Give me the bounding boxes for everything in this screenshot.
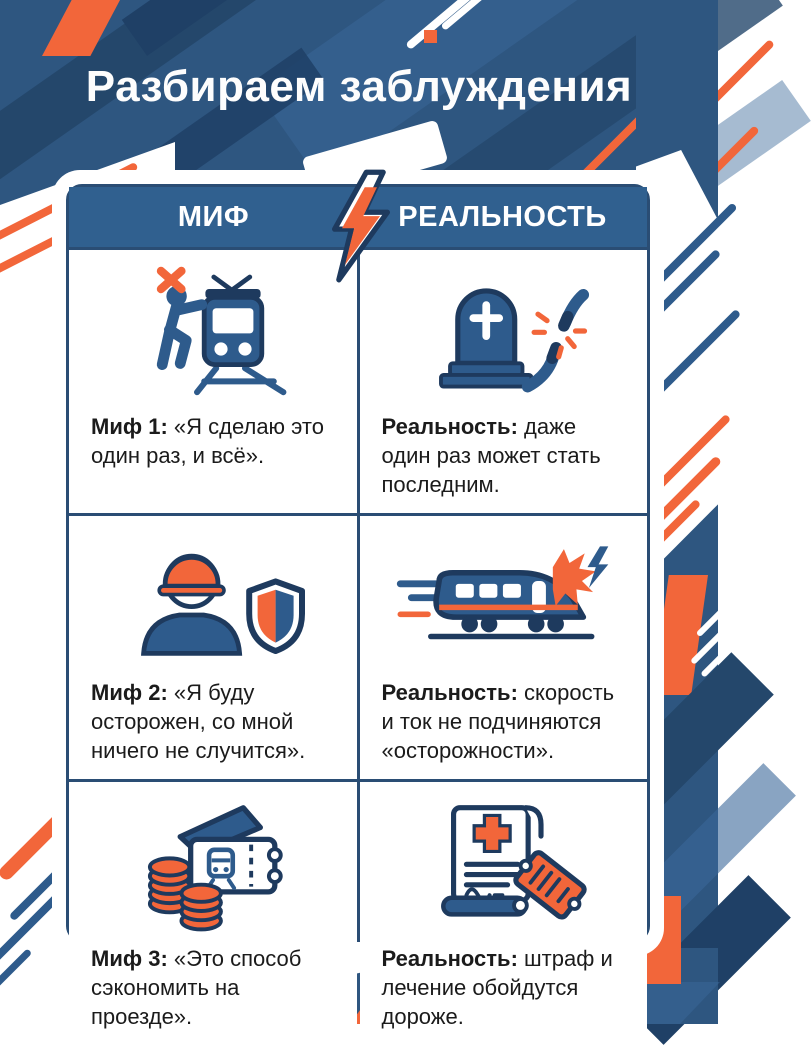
reality-column-header: РЕАЛЬНОСТЬ xyxy=(398,200,607,233)
reality-cell-2 xyxy=(360,516,648,779)
reality-cell-3 xyxy=(360,782,648,1045)
myth-cell-1 xyxy=(69,250,357,513)
myth-cell-2 xyxy=(69,516,357,779)
reality-text-1: Реальность: даже один раз может стать последним. xyxy=(381,414,601,498)
medical-bill-fine-ticket-icon xyxy=(382,790,630,936)
speeding-train-electric-icon xyxy=(382,524,630,670)
myth-reality-card xyxy=(52,170,664,1030)
myth-text-3: Миф 3: «Это способ сэкономить на проезде». xyxy=(91,946,302,1030)
myth-cell-3 xyxy=(69,782,357,1045)
reality-text-2: Реальность: скорость и ток не подчиняются «осторожности». xyxy=(381,680,615,764)
bg-shape xyxy=(424,30,437,43)
train-ticket-coins-icon xyxy=(91,790,339,936)
lightning-bolt-icon xyxy=(324,168,398,284)
reality-text-3: Реальность: штраф и лечение обойдутся дороже. xyxy=(381,946,613,1030)
myth-text-2: Миф 2: «Я буду осторожен, со мной ничего не случится». xyxy=(91,680,306,764)
reality-cell-1 xyxy=(360,250,648,513)
tombstone-broken-wire-icon xyxy=(382,258,630,404)
myth-text-1: Миф 1: «Я сделаю это один раз, и всё». xyxy=(91,414,324,469)
page-title: Разбираем заблуждения xyxy=(85,62,633,111)
myth-column-header: МИФ xyxy=(177,200,250,233)
train-boarding-crossed-out-icon xyxy=(91,258,339,404)
helmet-worker-shield-icon xyxy=(91,524,339,670)
myth-reality-table xyxy=(66,184,650,1030)
